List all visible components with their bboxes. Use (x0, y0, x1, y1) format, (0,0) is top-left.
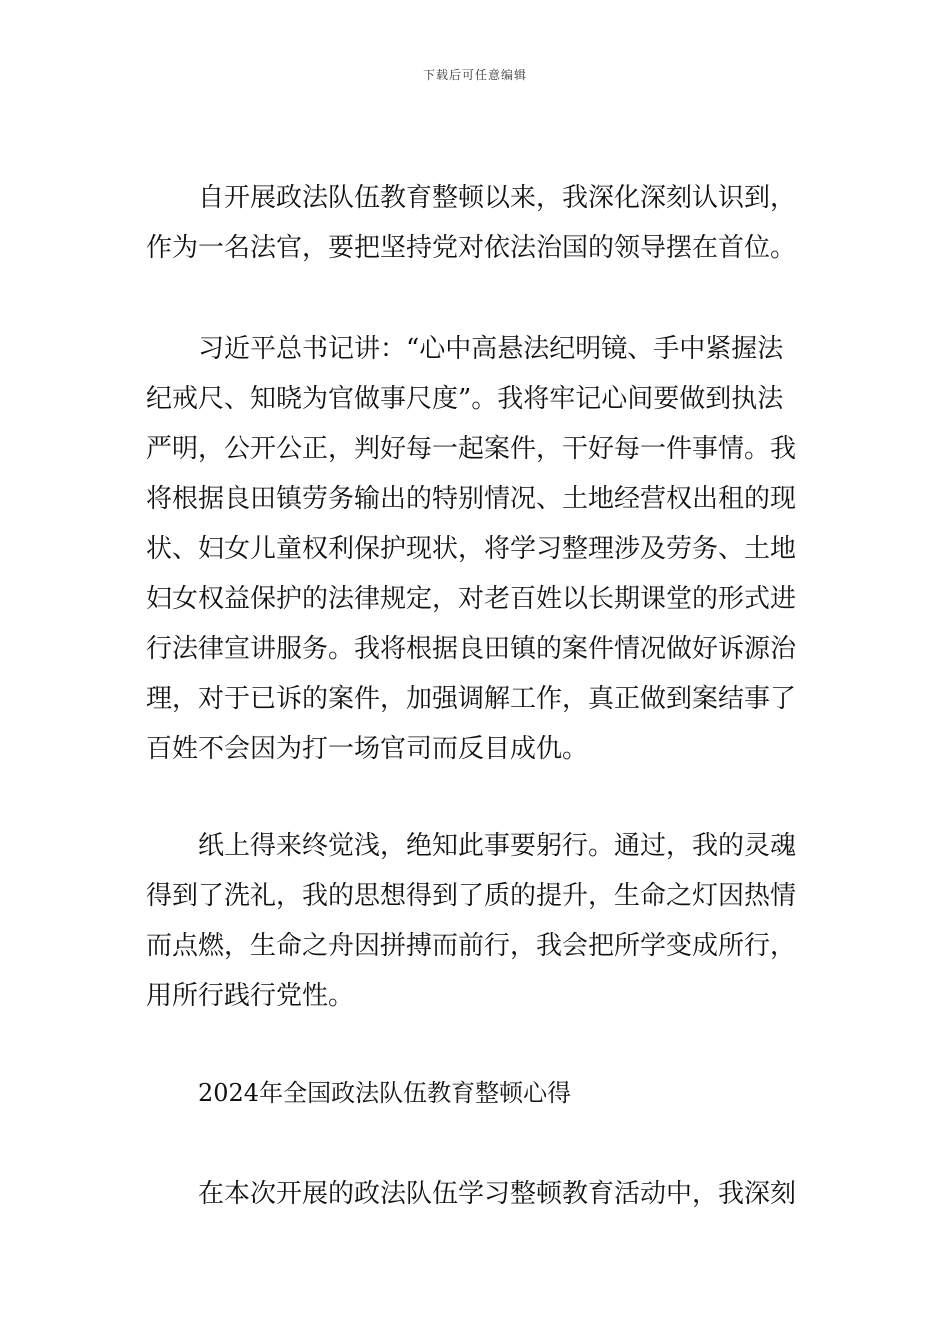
paragraph-line: 纪戒尺、知晓为官做事尺度”。我将牢记心间要做到执法 (146, 384, 784, 414)
paragraph-line: 在本次开展的政法队伍学习整顿教育活动中，我深刻 (198, 1179, 797, 1209)
header-note: 下载后可任意编辑 (422, 68, 527, 82)
paragraph-line: 状、妇女儿童权利保护现状，将学习整理涉及劳务、土地 (146, 534, 797, 564)
paragraph-2 (146, 324, 808, 774)
section-heading (146, 1068, 808, 1118)
paragraph-1 (146, 173, 808, 273)
section-heading-text: 2024年全国政法队伍教育整顿心得 (198, 1079, 572, 1107)
paragraph-line: 自开展政法队伍教育整顿以来，我深化深刻认识到， (198, 183, 797, 213)
paragraph-3 (146, 821, 808, 1021)
paragraph-line: 理，对于已诉的案件，加强调解工作，真正做到案结事了 (146, 684, 797, 714)
paragraph-line: 而点燃，生命之舟因拼搏而前行，我会把所学变成所行， (146, 931, 797, 961)
paragraph-line: 将根据良田镇劳务输出的特别情况、土地经营权出租的现 (146, 484, 797, 514)
paragraph-line: 得到了洗礼，我的思想得到了质的提升，生命之灯因热情 (146, 881, 797, 911)
paragraph-line: 严明，公开公正，判好每一起案件，干好每一件事情。我 (146, 434, 797, 464)
paragraph-line: 用所行践行党性。 (146, 981, 355, 1011)
paragraph-line: 妇女权益保护的法律规定，对老百姓以长期课堂的形式进 (146, 584, 797, 614)
paragraph-line: 百姓不会因为打一场官司而反目成仇。 (146, 734, 589, 764)
paragraph-line: 作为一名法官，要把坚持党对依法治国的领导摆在首位。 (146, 233, 797, 263)
paragraph-line: 纸上得来终觉浅，绝知此事要躬行。通过，我的灵魂 (198, 831, 797, 861)
paragraph-line: 习近平总书记讲：“心中高悬法纪明镜、手中紧握法 (198, 334, 784, 364)
paragraph-line: 行法律宣讲服务。我将根据良田镇的案件情况做好诉源治 (146, 634, 797, 664)
paragraph-5 (146, 1169, 808, 1219)
